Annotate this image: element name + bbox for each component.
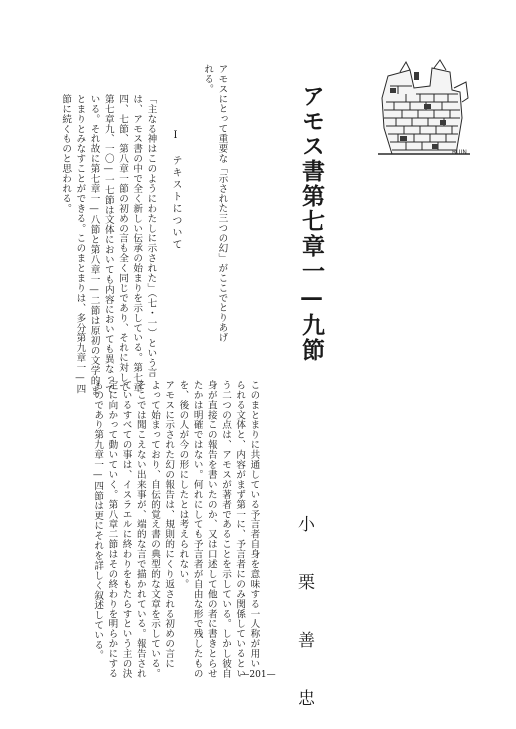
text-line: たかは明確ではない。何れにしても予言者が自由な形で残したもの bbox=[191, 380, 203, 679]
text-line: 四、七節、第八章一節の初めの言も全く同じであり、それに対して bbox=[117, 94, 129, 393]
page-number: —201— bbox=[240, 670, 276, 680]
text-line: を、後の人が今の形にしたとは考えられない。 bbox=[177, 380, 189, 589]
text-line: は、アモス書の中で全く新しい伝承の始まりを示している。第七章 bbox=[131, 94, 143, 393]
text-line: ものであり第九章一—四節は更にそれを詳しく叙述している。 bbox=[92, 380, 104, 660]
text-line: 節に続くものと思われる。 bbox=[60, 94, 72, 214]
illustration-caption: RUIN bbox=[452, 149, 467, 156]
text-line: このまとまりに共通している予言者自身を意味する一人称が用い bbox=[248, 380, 260, 669]
text-line: 身が直接この報告を書いたのか、又は口述して他の者に書きとらせ bbox=[205, 380, 217, 679]
text-line: とまりとみなすことができる。このまとまりは、多分第九章一—四 bbox=[74, 94, 86, 394]
upper-body-paragraph bbox=[58, 94, 157, 394]
author-name: 小 栗 善 忠 bbox=[294, 515, 314, 718]
text-line: そこでは聞こえない出来事が、端的な言で描かれている。報告され bbox=[134, 380, 146, 679]
text-line: いる。それ故に第七章一—八節と第八章一—二節は原初の文学的ま bbox=[88, 94, 100, 396]
intro-paragraph bbox=[200, 64, 228, 394]
text-line: 第七章九、一〇—一七節は文体においても内容においても異なって bbox=[102, 94, 114, 394]
text-line: アモスにとって重要な「示された三つの幻」がここでとりあげ bbox=[216, 64, 228, 343]
text-line: よって始まっており、自伝的覚え書の典型的な文章を示している。 bbox=[149, 380, 161, 679]
article-title: アモス書第七章一—九節 bbox=[298, 84, 325, 363]
ruin-illustration bbox=[370, 58, 478, 158]
text-line: れる。 bbox=[202, 64, 214, 94]
text-line: 「主なる神はこのようにわたしに示された」（七・一）という言 bbox=[145, 94, 157, 378]
text-line: ているすべての事は、イスラエルに終わりをもたらすという主の決 bbox=[120, 380, 132, 679]
section-heading: Ⅰ テキストについて bbox=[170, 130, 181, 251]
text-line: 定に向かって動いていく。第八章二節はその終わりを明らかにする bbox=[106, 380, 118, 679]
text-line: う二つの点は、アモスが著者であることを示している。しかし彼自 bbox=[220, 380, 232, 679]
text-line: アモスに示された幻の報告は、規則的にくり返される初めの言に bbox=[163, 380, 175, 669]
text-line: られる文体と、内容がまず第一に、予言者にのみ関係しているとい bbox=[234, 380, 246, 679]
